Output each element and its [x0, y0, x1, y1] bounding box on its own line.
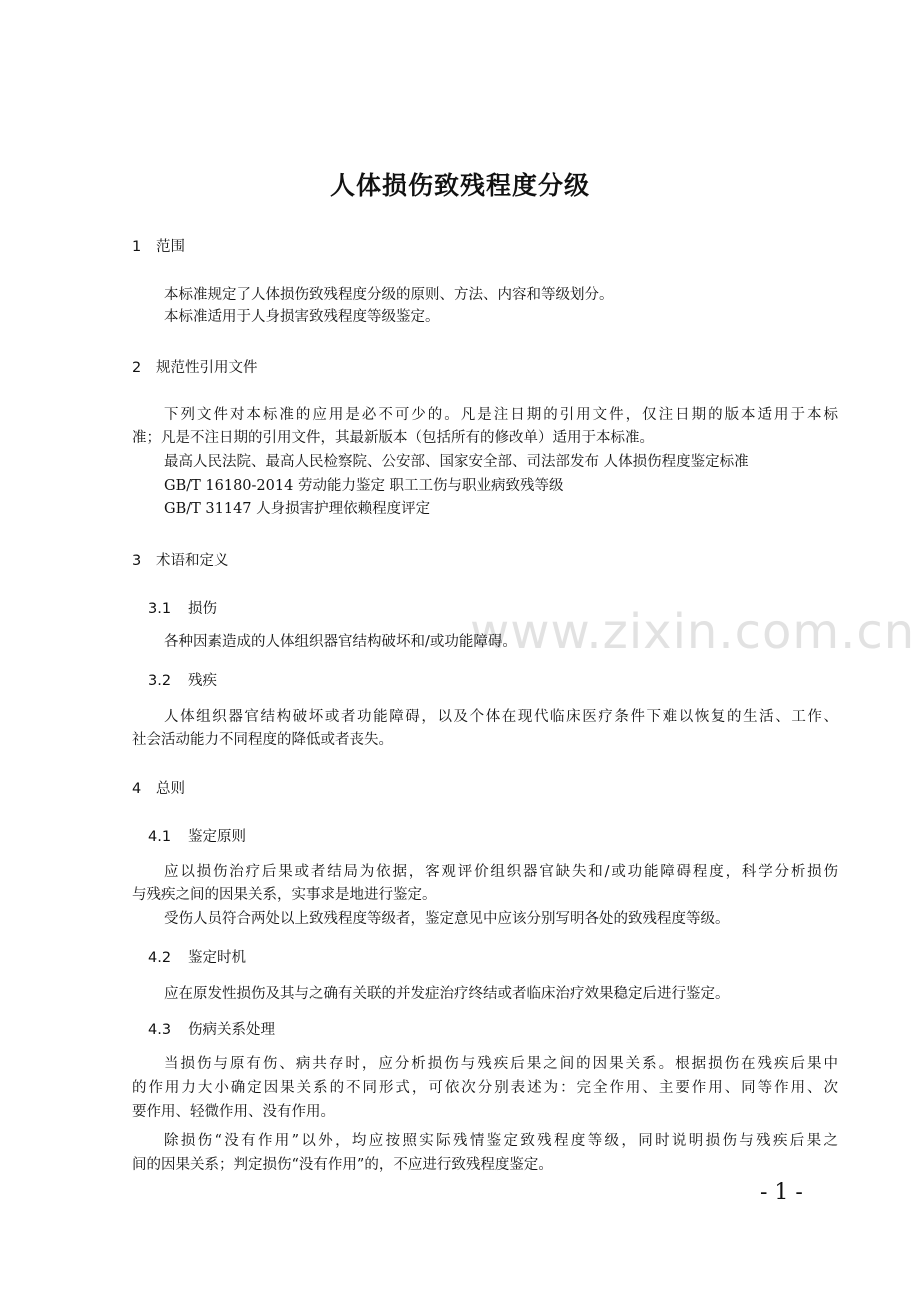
- section-heading-3: [132, 549, 229, 570]
- subsection-heading-4-1: [148, 825, 246, 846]
- paragraph-line: 间的因果关系；判定损伤“没有作用”的，不应进行致残程度鉴定。: [132, 1157, 553, 1173]
- section-title: 规范性引用文件: [156, 360, 258, 376]
- subsection-number: 3.1: [148, 601, 172, 617]
- paragraph-line: 下列文件对本标准的应用是必不可少的。凡是注日期的引用文件，仅注日期的版本适用于本标: [164, 407, 838, 423]
- paragraph-line: 当损伤与原有伤、病共存时，应分析损伤与残疾后果之间的因果关系。根据损伤在残疾后果中: [164, 1056, 838, 1072]
- section-title: 术语和定义: [156, 553, 229, 569]
- subsection-number: 4.3: [148, 1022, 172, 1038]
- subsection-heading-4-3: [148, 1018, 275, 1039]
- section-number: 4: [132, 781, 142, 797]
- paragraph-line: 除损伤“没有作用”以外，均应按照实际残情鉴定致残程度等级，同时说明损伤与残疾后果之: [164, 1133, 838, 1149]
- subsection-title: 伤病关系处理: [188, 1022, 275, 1038]
- paragraph-line: 准；凡是不注日期的引用文件，其最新版本（包括所有的修改单）适用于本标准。: [132, 430, 654, 446]
- subsection-number: 4.2: [148, 950, 172, 966]
- section-title: 总则: [156, 781, 185, 797]
- reference-line: 最高人民法院、最高人民检察院、公安部、国家安全部、司法部发布 人体损伤程度鉴定标准: [164, 454, 749, 470]
- document-title: 人体损伤致残程度分级: [329, 171, 590, 200]
- subsection-heading-3-2: [148, 669, 217, 690]
- section-heading-2: [132, 356, 258, 377]
- section-heading-4: [132, 777, 185, 798]
- paragraph-line: 的作用力大小确定因果关系的不同形式，可依次分别表述为：完全作用、主要作用、同等作用、次: [132, 1080, 838, 1096]
- section-heading-1: [132, 235, 185, 256]
- subsection-heading-4-2: [148, 946, 246, 967]
- paragraph-line: 应在原发性损伤及其与之确有关联的并发症治疗终结或者临床治疗效果稳定后进行鉴定。: [164, 986, 730, 1002]
- paragraph-line: 与残疾之间的因果关系，实事求是地进行鉴定。: [132, 887, 437, 903]
- section-number: 2: [132, 360, 142, 376]
- paragraph-line: 受伤人员符合两处以上致残程度等级者，鉴定意见中应该分别写明各处的致残程度等级。: [164, 911, 730, 927]
- paragraph-line: 应以损伤治疗后果或者结局为依据，客观评价组织器官缺失和/或功能障碍程度，科学分析损伤: [164, 864, 838, 880]
- section-number: 1: [132, 239, 142, 255]
- paragraph-line: 社会活动能力不同程度的降低或者丧失。: [132, 732, 393, 748]
- paragraph-line: 人体组织器官结构破坏或者功能障碍，以及个体在现代临床医疗条件下难以恢复的生活、工作、: [164, 709, 838, 725]
- paragraph-line: 本标准适用于人身损害致残程度等级鉴定。: [164, 309, 440, 325]
- reference-line: GB/T 16180-2014 劳动能力鉴定 职工工伤与职业病致残等级: [164, 478, 564, 494]
- paragraph-line: 各种因素造成的人体组织器官结构破坏和/或功能障碍。: [164, 634, 517, 650]
- watermark: www.zixin.com.cn: [470, 604, 916, 660]
- subsection-heading-3-1: [148, 597, 217, 618]
- page-number: - 1 -: [760, 1180, 803, 1205]
- reference-line: GB/T 31147 人身损害护理依赖程度评定: [164, 501, 431, 517]
- subsection-number: 4.1: [148, 829, 172, 845]
- section-number: 3: [132, 553, 142, 569]
- subsection-number: 3.2: [148, 673, 172, 689]
- subsection-title: 鉴定原则: [188, 829, 246, 845]
- subsection-title: 残疾: [188, 673, 217, 689]
- paragraph-line: 要作用、轻微作用、没有作用。: [132, 1104, 335, 1120]
- paragraph-line: 本标准规定了人体损伤致残程度分级的原则、方法、内容和等级划分。: [164, 287, 614, 303]
- section-title: 范围: [156, 239, 185, 255]
- subsection-title: 鉴定时机: [188, 950, 246, 966]
- subsection-title: 损伤: [188, 601, 217, 617]
